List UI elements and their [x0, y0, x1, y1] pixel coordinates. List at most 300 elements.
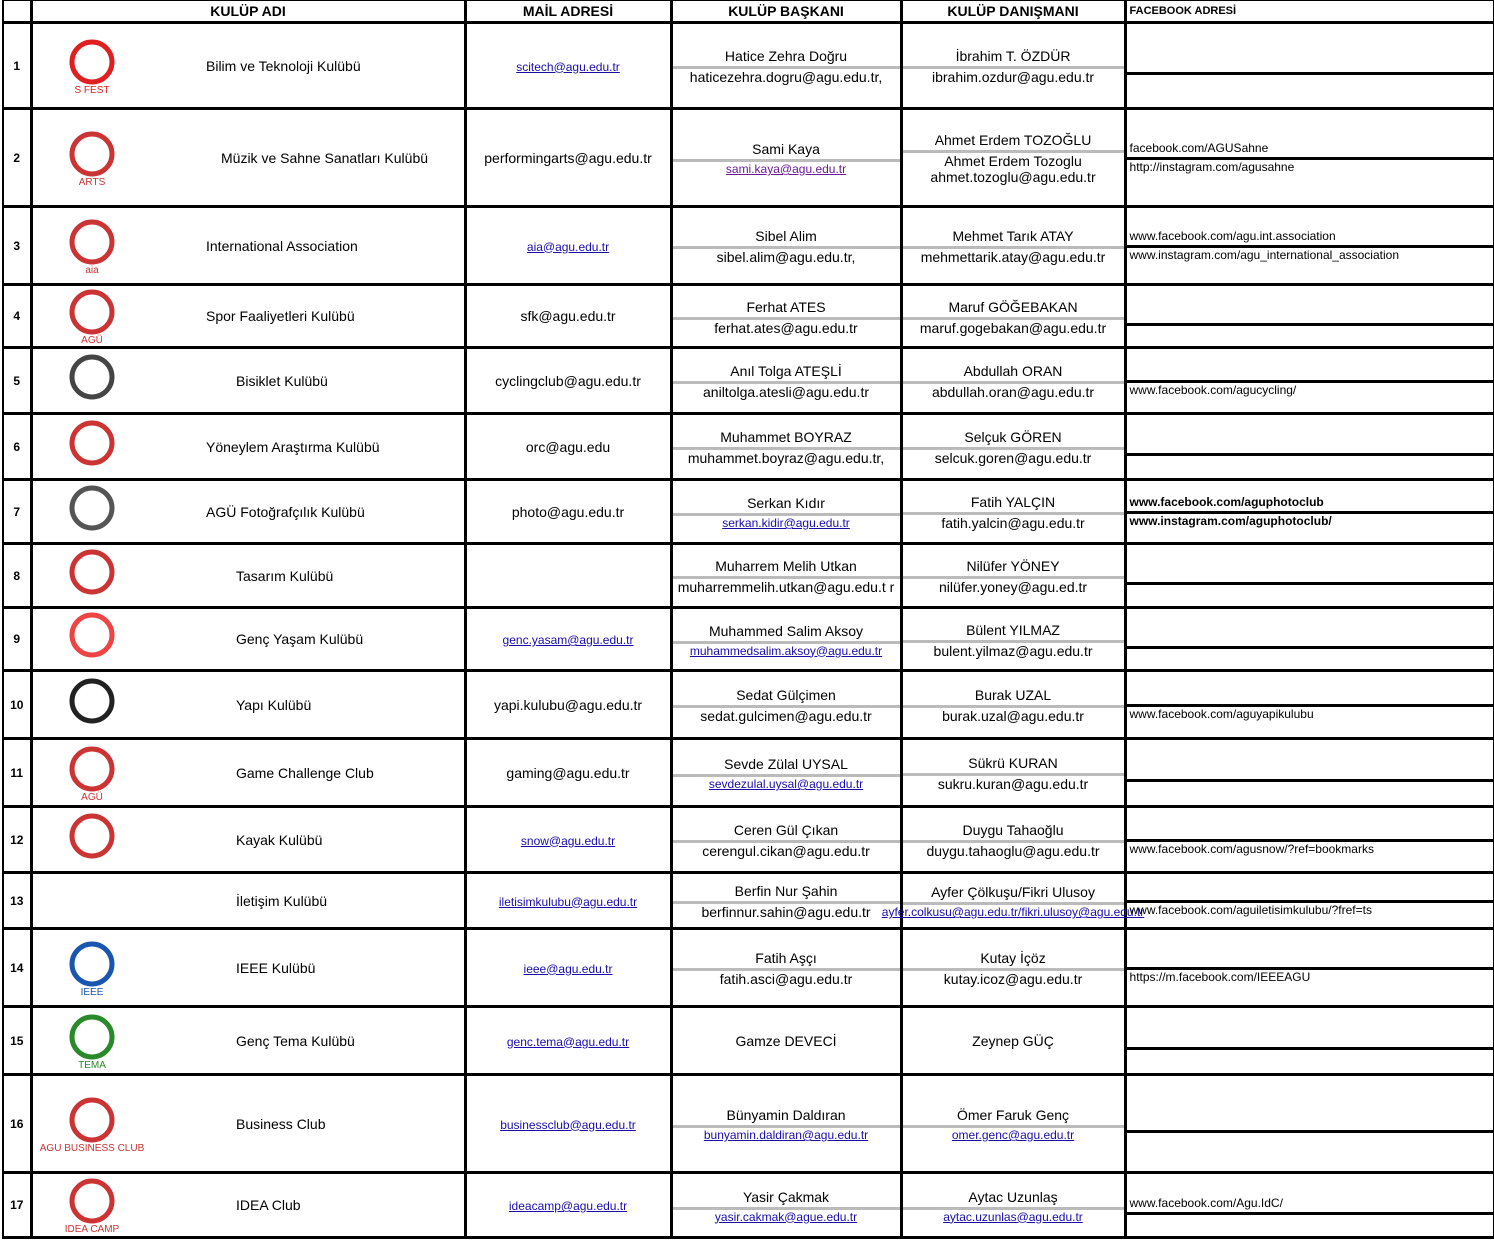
club-row	[3, 1173, 1493, 1238]
advisor-mail	[903, 450, 1124, 466]
advisor-mail	[903, 153, 1124, 185]
club-row	[3, 1075, 1493, 1173]
advisor-mail	[881, 905, 1145, 919]
club-name-text: IDEA Club	[236, 1197, 301, 1213]
facebook-top[interactable]	[1127, 1029, 1493, 1050]
facebook-bottom[interactable]	[1127, 782, 1493, 784]
facebook-cell	[1125, 348, 1493, 414]
president-mail-text[interactable]: yasir.cakmak@ague.edu.tr	[714, 1209, 858, 1224]
advisor-mail	[903, 1128, 1124, 1142]
club-mail-cell	[465, 671, 671, 739]
club-mail-cell	[465, 1173, 671, 1238]
header-mail: MAİL ADRESİ	[465, 1, 671, 23]
facebook-stack	[1127, 139, 1493, 176]
president-cell	[671, 414, 901, 480]
advisor-stack	[903, 492, 1124, 531]
president-cell	[671, 544, 901, 608]
club-mail-link[interactable]: cyclingclub@agu.edu.tr	[495, 372, 641, 389]
advisor-name: Abdullah ORAN	[903, 361, 1124, 384]
club-logo-cell	[31, 109, 151, 207]
facebook-top[interactable]	[1127, 54, 1493, 75]
club-logo	[37, 675, 147, 735]
row-number: 17	[3, 1173, 31, 1238]
club-mail-link[interactable]: photo@agu.edu.tr	[511, 503, 625, 520]
president-cell	[671, 739, 901, 807]
facebook-top[interactable]	[1127, 362, 1493, 383]
club-name	[151, 285, 465, 348]
club-logo	[37, 351, 147, 411]
club-mail-cell	[465, 544, 671, 608]
header-row	[3, 1, 1493, 23]
advisor-mail-text: abdullah.oran@agu.edu.tr	[931, 384, 1095, 400]
club-mail-link[interactable]: orc@agu.edu	[525, 438, 611, 455]
advisor-cell	[901, 739, 1125, 807]
club-logo	[37, 743, 147, 803]
advisor-stack	[903, 297, 1124, 336]
facebook-stack	[1127, 1194, 1493, 1217]
club-logo-text: AGÜ	[80, 791, 103, 803]
facebook-top[interactable]: www.facebook.com/aguphotoclub	[1127, 493, 1493, 514]
club-mail-link[interactable]: sfk@agu.edu.tr	[520, 308, 616, 324]
president-mail	[673, 450, 900, 466]
facebook-top[interactable]: www.facebook.com/agu.int.association	[1127, 227, 1493, 248]
president-mail-text: fatih.asci@agu.edu.tr	[719, 971, 853, 987]
advisor-stack	[903, 820, 1124, 859]
facebook-bottom[interactable]: www.facebook.com/agucycling/	[1129, 383, 1297, 397]
club-name-text: Business Club	[236, 1115, 326, 1132]
club-row	[3, 109, 1493, 207]
facebook-cell	[1125, 671, 1493, 739]
president-mail-text: muharremmelih.utkan@agu.edu.t r	[677, 579, 895, 595]
club-name-text: İletişim Kulübü	[236, 892, 328, 909]
club-logo	[37, 1094, 147, 1154]
facebook-stack	[1127, 493, 1493, 530]
club-mail-link[interactable]: scitech@agu.edu.tr	[516, 59, 620, 74]
advisor-mail	[903, 320, 1124, 336]
row-number: 12	[3, 807, 31, 873]
facebook-cell	[1125, 873, 1493, 929]
club-row	[3, 739, 1493, 807]
advisor-name: Fatih YALÇIN	[903, 492, 1124, 515]
facebook-bottom[interactable]	[1127, 1050, 1493, 1052]
advisor-mail-text[interactable]: omer.genc@agu.edu.tr	[951, 1128, 1075, 1142]
club-mail-cell	[465, 739, 671, 807]
president-stack	[673, 46, 900, 85]
club-logo	[37, 609, 147, 669]
advisor-mail-text: selcuk.goren@agu.edu.tr	[934, 450, 1092, 466]
club-mail-link[interactable]: genc.yasam@agu.edu.tr	[502, 633, 634, 647]
advisor-stack	[903, 620, 1124, 659]
president-cell	[671, 480, 901, 544]
facebook-top[interactable]	[1127, 882, 1493, 903]
advisor-cell	[901, 1075, 1125, 1173]
club-logo-text: AGÜ	[80, 335, 103, 346]
header-facebook: FACEBOOK ADRESİ	[1125, 1, 1493, 23]
club-logo-cell	[31, 348, 151, 414]
club-logo-graphic	[52, 128, 132, 188]
president-cell	[671, 608, 901, 671]
club-mail-cell	[465, 23, 671, 109]
club-logo-text: S FEST	[73, 84, 110, 96]
advisor-mail-text: sukru.kuran@agu.edu.tr	[937, 776, 1089, 792]
club-logo-cell	[31, 480, 151, 544]
facebook-bottom[interactable]: www.facebook.com/aguyapikulubu	[1129, 707, 1314, 721]
advisor-mail-text[interactable]: aytac.uzunlas@agu.edu.tr	[943, 1209, 1083, 1224]
advisor-mail-text: mehmettarik.atay@agu.edu.tr	[920, 249, 1106, 265]
club-logo-graphic	[39, 1094, 144, 1154]
club-name	[151, 1007, 465, 1075]
advisor-stack	[903, 948, 1124, 987]
president-mail	[673, 320, 900, 336]
facebook-bottom[interactable]	[1127, 75, 1493, 77]
facebook-bottom[interactable]	[1127, 456, 1493, 458]
club-logo-graphic	[52, 675, 132, 735]
president-mail	[673, 579, 900, 595]
facebook-bottom[interactable]	[1127, 1215, 1493, 1217]
club-row	[3, 544, 1493, 608]
club-logo-cell	[31, 544, 151, 608]
club-mail-link[interactable]: ideacamp@agu.edu.tr	[508, 1199, 628, 1213]
club-row	[3, 1007, 1493, 1075]
president-mail	[673, 777, 900, 791]
facebook-stack	[1127, 564, 1493, 587]
club-logo-text: IEEE	[80, 986, 103, 998]
row-number: 13	[3, 873, 31, 929]
club-logo-text: ARTS	[78, 176, 105, 188]
advisor-cell	[901, 1007, 1125, 1075]
president-stack	[673, 361, 900, 400]
president-name: Muhammed Salim Aksoy	[673, 621, 900, 644]
row-number: 5	[3, 348, 31, 414]
president-name: Muharrem Melih Utkan	[673, 556, 900, 579]
club-logo-cell	[31, 807, 151, 873]
facebook-bottom[interactable]	[1127, 1133, 1493, 1135]
president-mail	[673, 516, 900, 530]
advisor-stack	[903, 361, 1124, 400]
facebook-bottom[interactable]: www.instagram.com/agu_international_association	[1129, 248, 1399, 262]
advisor-cell	[881, 873, 1145, 929]
club-logo-text: AGU BUSINESS CLUB	[39, 1142, 144, 1154]
facebook-top[interactable]	[1127, 628, 1493, 649]
club-logo-graphic	[52, 609, 132, 669]
president-name: Fatih Aşçı	[673, 948, 900, 971]
advisor-cell	[901, 109, 1125, 207]
president-mail	[673, 708, 900, 724]
advisor-name: İbrahim T. ÖZDÜR	[903, 46, 1124, 69]
president-stack	[673, 139, 900, 176]
club-logo	[37, 36, 147, 96]
club-name-text: Genç Yaşam Kulübü	[236, 631, 364, 647]
club-logo-cell	[31, 929, 151, 1007]
row-number: 10	[3, 671, 31, 739]
president-name: Muhammet BOYRAZ	[673, 427, 900, 450]
facebook-bottom[interactable]: www.instagram.com/aguphotoclub/	[1129, 514, 1332, 528]
club-mail-cell	[465, 608, 671, 671]
advisor-mail-text: burak.uzal@agu.edu.tr	[942, 708, 1084, 724]
clubs-table	[2, 0, 1494, 1239]
club-logo-text: TEMA	[77, 1059, 106, 1071]
president-name: Sevde Zülal UYSAL	[673, 754, 900, 777]
club-name	[151, 207, 465, 285]
header-president: KULÜP BAŞKANI	[671, 1, 901, 23]
club-mail-cell	[465, 348, 671, 414]
club-mail-link[interactable]: ieee@agu.edu.tr	[523, 961, 613, 976]
advisor-mail	[903, 1210, 1124, 1224]
facebook-top[interactable]	[1127, 435, 1493, 456]
president-cell	[671, 807, 901, 873]
facebook-stack	[1127, 435, 1493, 458]
president-mail-text[interactable]: sami.kaya@agu.edu.tr	[725, 162, 847, 176]
advisor-mail	[903, 971, 1124, 987]
facebook-bottom[interactable]: https://m.facebook.com/IEEEAGU	[1129, 970, 1311, 984]
advisor-mail-text: ibrahim.ozdur@agu.edu.tr	[931, 69, 1095, 85]
facebook-top[interactable]	[1127, 564, 1493, 585]
advisor-name: Aytac Uzunlaş	[903, 1187, 1124, 1210]
advisor-mail-text: duygu.tahaoglu@agu.edu.tr	[926, 843, 1100, 859]
advisor-cell	[901, 480, 1125, 544]
row-number: 4	[3, 285, 31, 348]
club-mail-cell	[465, 1075, 671, 1173]
advisor-name: Ahmet Erdem TOZOĞLU	[903, 130, 1124, 153]
club-name	[151, 671, 465, 739]
advisor-stack	[881, 882, 1145, 919]
advisor-cell	[901, 414, 1125, 480]
advisor-mail-text[interactable]: ayfer.colkusu@agu.edu.tr/fikri.ulusoy@agu.edu.tr	[881, 905, 1145, 919]
advisor-mail-text: fatih.yalcin@agu.edu.tr	[941, 515, 1085, 531]
advisor-mail-text: nilüfer.yoney@agu.ed.tr	[938, 579, 1088, 595]
president-mail	[673, 162, 900, 176]
facebook-cell	[1125, 207, 1493, 285]
facebook-cell	[1125, 480, 1493, 544]
facebook-top[interactable]	[1127, 821, 1493, 842]
facebook-top[interactable]	[1127, 1112, 1493, 1133]
facebook-top[interactable]: facebook.com/AGUSahne	[1127, 139, 1493, 160]
club-mail-link[interactable]: businessclub@agu.edu.tr	[500, 1117, 636, 1132]
club-logo	[37, 1011, 147, 1071]
club-row	[3, 348, 1493, 414]
president-mail-text[interactable]: muhammedsalim.aksoy@agu.edu.tr	[689, 643, 883, 658]
facebook-cell	[1125, 23, 1493, 109]
president-mail-text: ferhat.ates@agu.edu.tr	[714, 319, 858, 336]
president-stack	[673, 881, 900, 920]
president-cell	[671, 929, 901, 1007]
club-logo-text: IDEA CAMP	[64, 1224, 119, 1235]
president-mail-text: haticezehra.dogru@agu.edu.tr,	[689, 69, 883, 85]
advisor-name: Sükrü KURAN	[903, 753, 1124, 776]
advisor-cell	[901, 929, 1125, 1007]
club-logo	[37, 286, 147, 346]
facebook-top[interactable]: www.facebook.com/Agu.IdC/	[1127, 1194, 1493, 1215]
club-mail-link[interactable]: aia@agu.edu.tr	[526, 239, 610, 254]
club-logo-graphic	[52, 810, 132, 870]
facebook-bottom[interactable]	[1127, 326, 1493, 328]
advisor-stack	[903, 556, 1124, 595]
club-mail-cell	[465, 873, 671, 929]
president-mail	[673, 971, 900, 987]
president-mail	[673, 904, 900, 920]
advisor-name: Duygu Tahaoğlu	[903, 820, 1124, 843]
president-name: Ferhat ATES	[673, 297, 900, 320]
president-cell	[671, 1075, 901, 1173]
advisor-stack	[903, 46, 1124, 85]
club-mail-cell	[465, 807, 671, 873]
club-logo-cell	[31, 873, 151, 929]
club-mail-link[interactable]: gaming@agu.edu.tr	[506, 764, 630, 781]
club-name	[151, 23, 465, 109]
club-name-text: IEEE Kulübü	[236, 959, 316, 976]
advisor-mail-text: kutay.icoz@agu.edu.tr	[943, 971, 1083, 987]
club-logo	[37, 417, 147, 477]
club-row	[3, 285, 1493, 348]
president-mail-text[interactable]: sevdezulal.uysal@agu.edu.tr	[708, 777, 864, 791]
header-club-name: KULÜP ADI	[31, 1, 465, 23]
club-name-text: Game Challenge Club	[236, 764, 374, 781]
club-mail-link[interactable]: iletisimkulubu@agu.edu.tr	[498, 894, 638, 909]
club-row	[3, 608, 1493, 671]
advisor-cell	[901, 285, 1125, 348]
club-mail-cell	[465, 929, 671, 1007]
club-mail-link[interactable]: snow@agu.edu.tr	[520, 833, 616, 848]
row-number: 2	[3, 109, 31, 207]
club-logo-graphic	[52, 286, 132, 346]
president-mail-text: aniltolga.atesli@agu.edu.tr	[703, 384, 869, 400]
club-name	[151, 480, 465, 544]
advisor-stack	[903, 753, 1124, 792]
club-logo-cell	[31, 207, 151, 285]
advisor-stack	[903, 427, 1124, 466]
advisor-cell	[901, 348, 1125, 414]
club-mail-link[interactable]: performingarts@agu.edu.tr	[484, 149, 652, 166]
club-logo-cell	[31, 739, 151, 807]
facebook-cell	[1125, 285, 1493, 348]
president-stack	[673, 621, 900, 658]
facebook-cell	[1125, 414, 1493, 480]
club-name	[151, 929, 465, 1007]
row-number: 6	[3, 414, 31, 480]
club-logo-graphic	[52, 1175, 132, 1235]
president-mail-text[interactable]: bunyamin.daldiran@agu.edu.tr	[703, 1128, 869, 1142]
advisor-cell	[901, 1173, 1125, 1238]
president-cell	[671, 873, 901, 929]
row-number: 9	[3, 608, 31, 671]
club-name	[151, 873, 465, 929]
club-mail-link[interactable]: yapi.kulubu@agu.edu.tr	[493, 696, 643, 713]
facebook-stack	[1127, 362, 1493, 399]
president-mail-text: sibel.alim@agu.edu.tr,	[716, 249, 856, 265]
president-mail	[673, 1128, 900, 1142]
president-cell	[671, 1173, 901, 1238]
president-stack	[673, 948, 900, 987]
club-row	[3, 671, 1493, 739]
president-mail-text: berfinnur.sahin@agu.edu.tr	[701, 904, 871, 920]
president-mail-text[interactable]: serkan.kidir@agu.edu.tr	[722, 516, 850, 530]
facebook-top[interactable]	[1127, 949, 1493, 970]
facebook-bottom[interactable]: www.facebook.com/aguiletisimkulubu/?fref=ts	[1129, 903, 1372, 917]
club-logo-graphic	[52, 351, 132, 411]
president-stack	[673, 493, 900, 530]
advisor-name: Kutay İçöz	[903, 948, 1124, 971]
advisor-name: Selçuk GÖREN	[903, 427, 1124, 450]
president-stack	[673, 297, 900, 336]
president-mail-text: sedat.gulcimen@agu.edu.tr	[700, 708, 872, 724]
club-name-text: Müzik ve Sahne Sanatları Kulübü	[221, 149, 429, 166]
row-number: 16	[3, 1075, 31, 1173]
row-number: 1	[3, 23, 31, 109]
president-stack	[673, 820, 900, 859]
club-logo-graphic	[52, 36, 132, 96]
club-mail-link[interactable]: genc.tema@agu.edu.tr	[506, 1034, 630, 1049]
club-logo-graphic	[52, 938, 132, 998]
advisor-name: Burak UZAL	[903, 685, 1124, 708]
club-logo-cell	[31, 414, 151, 480]
club-name-text: Bisiklet Kulübü	[236, 372, 328, 389]
facebook-top[interactable]	[1127, 305, 1493, 326]
club-name-text: AGÜ Fotoğrafçılık Kulübü	[206, 503, 365, 520]
facebook-top[interactable]	[1127, 686, 1493, 707]
header-no	[3, 1, 31, 23]
facebook-cell	[1125, 739, 1493, 807]
club-logo-cell	[31, 1075, 151, 1173]
club-logo-graphic	[52, 482, 132, 542]
club-logo	[37, 546, 147, 606]
club-logo-graphic	[52, 743, 132, 803]
advisor-cell	[901, 807, 1125, 873]
club-name	[151, 608, 465, 671]
advisor-name: Zeynep GÜÇ	[972, 1032, 1054, 1049]
club-name	[151, 544, 465, 608]
facebook-bottom[interactable]	[1127, 585, 1493, 587]
facebook-bottom[interactable]	[1127, 649, 1493, 651]
club-logo	[37, 482, 147, 542]
club-logo-graphic	[52, 1011, 132, 1071]
facebook-stack	[1127, 949, 1493, 986]
facebook-cell	[1125, 1173, 1493, 1238]
president-mail-text: muhammet.boyraz@agu.edu.tr,	[687, 450, 885, 466]
president-name: Gamze DEVECİ	[735, 1032, 837, 1049]
president-cell	[671, 348, 901, 414]
advisor-stack	[903, 1031, 1124, 1051]
facebook-cell	[1125, 807, 1493, 873]
advisor-mail	[903, 249, 1124, 265]
club-mail-cell	[465, 1007, 671, 1075]
club-mail-cell	[465, 480, 671, 544]
advisor-name: Ayfer Çölkuşu/Fikri Ulusoy	[903, 882, 1124, 905]
president-name: Sami Kaya	[673, 139, 900, 162]
facebook-bottom[interactable]: www.facebook.com/agusnow/?ref=bookmarks	[1129, 842, 1374, 856]
club-row	[3, 414, 1493, 480]
president-stack	[673, 226, 900, 265]
advisor-mail-text: maruf.gogebakan@agu.edu.tr	[919, 319, 1107, 336]
club-name-text: Yöneylem Araştırma Kulübü	[206, 438, 380, 455]
club-name	[151, 739, 465, 807]
club-name-text: Bilim ve Teknoloji Kulübü	[206, 57, 361, 74]
facebook-top[interactable]	[1127, 761, 1493, 782]
advisor-mail	[903, 708, 1124, 724]
advisor-stack	[903, 1105, 1124, 1142]
club-row	[3, 929, 1493, 1007]
club-logo-text: aia	[84, 264, 99, 276]
president-mail	[673, 69, 900, 85]
advisor-name: Ömer Faruk Genç	[903, 1105, 1124, 1128]
facebook-bottom[interactable]: http://instagram.com/agusahne	[1129, 160, 1295, 174]
advisor-cell	[901, 544, 1125, 608]
president-stack	[673, 427, 900, 466]
club-logo-cell	[31, 1173, 151, 1238]
club-name-text: Kayak Kulübü	[236, 831, 323, 848]
advisor-stack	[903, 130, 1124, 185]
advisor-mail	[903, 579, 1124, 595]
president-name: Serkan Kıdır	[673, 493, 900, 516]
